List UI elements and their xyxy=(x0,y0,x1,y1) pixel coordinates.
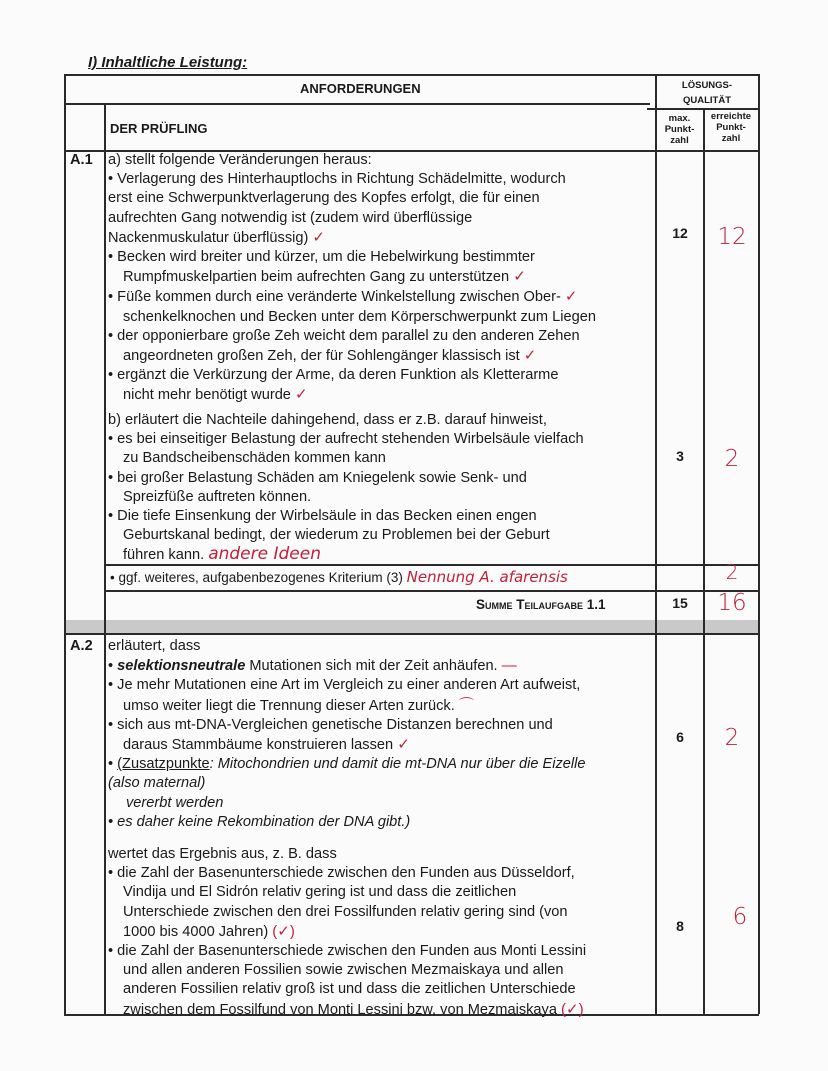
section-title: I) Inhaltliche Leistung: xyxy=(88,54,248,71)
a2-part-2: wertet das Ergebnis aus, z. B. dass • die Zahl der Basenunterschiede zwischen den Funden aus Düsseldorf, Vindija und El Sidrón relativ gering ist und dass die zeitlichen Unterschiede zwischen den drei Fossilfunden relativ gering sind (von 1000 bis 4000 Jahren) (✓) • die Zahl der Basenunterschiede zwischen den Funden aus Monti Lessini und allen anderen Fossilien sowie zwischen Mezmaiskaya und allen anderen Fossilien relativ groß ist und dass die zeitlichen Unterschiede zwischen dem Fossilfund von Monti Lessini bzw. von Mezmaiskaya (✓) xyxy=(108,846,587,1018)
header-solution-quality: LÖSUNGS- QUALITÄT xyxy=(681,80,733,106)
a1-a-achieved-points: 12 xyxy=(717,224,747,250)
a1-part-b: b) erläutert die Nachteile dahingehend, dass er z.B. darauf hinweist, • es bei einseitiger Belastung der aufrecht stehenden Wirbelsäule vielfach zu Bandscheibenschäden kommen kann • bei großer Belastung Schäden am Kniegelenk sowie Senk- und Spreizfüße auftreten können. • Die tiefe Einsenkung der Wirbelsäule in das Becken einen engen Geburtskanal bedingt, der wiederum zu Problemen bei der Geburt führen kann. andere Ideen xyxy=(108,412,584,565)
a2-2-max-points: 8 xyxy=(676,918,684,934)
a1-extra-achieved-points: 2 xyxy=(725,560,739,584)
a1-sum-label: Summe Teilaufgabe 1.1 xyxy=(476,597,606,612)
a1-sum-max-points: 15 xyxy=(672,595,688,611)
a1-a-max-points: 12 xyxy=(672,225,688,241)
header-requirements: ANFORDERUNGEN xyxy=(300,81,421,96)
header-examinee: DER PRÜFLING xyxy=(110,121,208,136)
a1-sum-achieved-points: 16 xyxy=(717,590,747,616)
a1-extra-criterion: • ggf. weiteres, aufgabenbezogenes Kriterium (3) Nennung A. afarensis xyxy=(110,568,568,586)
header-achieved-points: erreichte Punkt- zahl xyxy=(710,111,752,144)
a1-part-a: a) stellt folgende Veränderungen heraus: • Verlagerung des Hinterhauptlochs in Richtung Schädelmitte, wodurch erst eine Schwerpunktverlagerung des Kopfes erfolgt, die für einen aufrechten Gang notwendig ist (zudem wird überflüssige Nackenmuskulatur überflüssig) ✓ • Becken wird breiter und kürzer, um die Hebelwirkung bestimmter Rumpfmuskelpartien beim aufrechten Gang zu unterstützen ✓ • Füße kommen durch eine veränderte Winkelstellung zwischen Ober- ✓ schenkelknochen und Becken unter dem Körperschwerpunkt zum Liegen • der opponierbare große Zeh weicht dem parallel zu den anderen Zehen angeordneten großen Zeh, der für Sohlengänger klassisch ist ✓ • ergänzt die Verkürzung der Arme, da deren Funktion als Kletterarme nicht mehr benötigt wurde ✓ xyxy=(108,152,596,404)
a2-part-1: erläutert, dass • selektionsneutrale Mutationen sich mit der Zeit anhäufen. — • Je mehr Mutationen eine Art im Vergleich zu einer anderen Art aufweist, umso weiter liegt die Trennung dieser Arten zurück. ⌒ • sich aus mt-DNA-Vergleichen genetische Distanzen berechnen und daraus Stammbäume konstruieren lassen ✓ • (Zusatzpunkte: Mitochondrien und damit die mt-DNA nur über die Eizelle (also maternal) vererbt werden • es daher keine Rekombination der DNA gibt.) xyxy=(108,638,586,830)
header-max-points: max. Punkt- zahl xyxy=(664,113,695,146)
task-label-a2: A.2 xyxy=(70,638,93,654)
a2-1-achieved-points: 2 xyxy=(724,725,740,751)
task-label-a1: A.1 xyxy=(70,152,93,168)
a2-1-max-points: 6 xyxy=(676,729,684,745)
a1-b-max-points: 3 xyxy=(676,448,684,464)
a2-2-achieved-points: 6 xyxy=(732,904,748,930)
a1-b-achieved-points: 2 xyxy=(724,446,740,472)
